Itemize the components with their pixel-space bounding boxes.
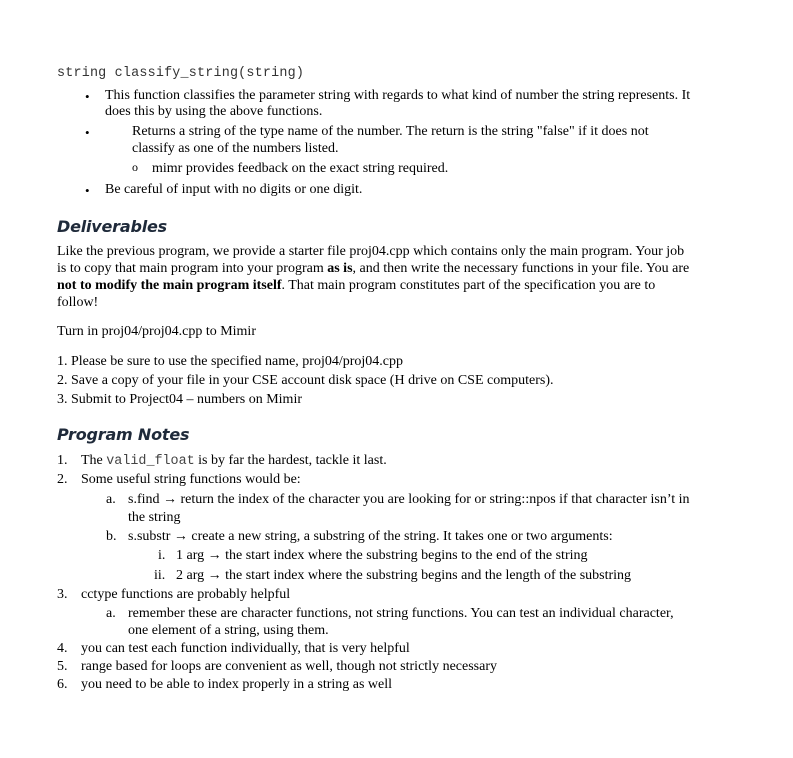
bullet-text: Returns a string of the type name of the number. The return is the string "false" if it does not: [132, 124, 649, 139]
step-item: 2. Save a copy of your file in your CSE account disk space (H drive on CSE computers).: [57, 373, 554, 388]
paragraph-line: [57, 277, 655, 294]
sub-item: one element of a string, using them.: [128, 623, 329, 638]
note-text: is by far the hardest, tackle it last.: [194, 453, 387, 468]
sub-bullet-text: mimr provides feedback on the exact string required.: [152, 161, 449, 176]
inline-code: valid_float: [106, 454, 195, 469]
note-number: 3.: [57, 587, 68, 602]
sub-item: the string: [128, 510, 181, 525]
bullet-icon: •: [85, 183, 90, 198]
note-number: 4.: [57, 641, 68, 656]
paragraph-line: [57, 260, 689, 277]
deliverables-heading: Deliverables: [57, 217, 167, 236]
sub-bullet-icon: o: [132, 160, 138, 174]
note-number: 1.: [57, 453, 68, 468]
note-item: [81, 452, 387, 470]
note-item: you can test each function individually, that is very helpful: [81, 641, 410, 656]
note-number: 6.: [57, 677, 68, 692]
paragraph-line: follow!: [57, 295, 99, 310]
bullet-text: does this by using the above functions.: [105, 104, 323, 119]
sub-item-marker: a.: [106, 492, 116, 507]
bullet-icon: •: [85, 125, 90, 140]
sub-item: s.substr → create a new string, a substring of the string. It takes one or two arguments:: [128, 529, 613, 544]
bullet-text: Be careful of input with no digits or one digit.: [105, 182, 363, 197]
emphasis-text: as is: [327, 261, 353, 276]
paragraph-text: is to copy that main program into your program: [57, 261, 328, 276]
note-number: 2.: [57, 472, 68, 487]
roman-item: 2 arg → the start index where the substring begins and the length of the substring: [176, 568, 632, 583]
step-item: 3. Submit to Project04 – numbers on Mimir: [57, 392, 302, 407]
paragraph-text: , and then write the necessary functions in your file. You are: [352, 261, 690, 276]
paragraph-text: . That main program constitutes part of the specification you are to: [281, 278, 656, 293]
note-item: Some useful string functions would be:: [81, 472, 301, 487]
step-item: 1. Please be sure to use the specified name, proj04/proj04.cpp: [57, 354, 404, 369]
sub-item-marker: a.: [106, 606, 116, 621]
emphasis-text: not to modify the main program itself: [57, 278, 282, 293]
roman-item: 1 arg → the start index where the substring begins to the end of the string: [176, 548, 588, 563]
note-text: The: [81, 453, 107, 468]
roman-marker: ii.: [154, 568, 166, 583]
bullet-text: This function classifies the parameter string with regards to what kind of number the string represents. It: [105, 88, 691, 103]
roman-marker: i.: [158, 548, 166, 563]
bullet-icon: •: [85, 89, 90, 104]
paragraph-line: Like the previous program, we provide a starter file proj04.cpp which contains only the main program. Your job: [57, 244, 685, 259]
turn-in-line: Turn in proj04/proj04.cpp to Mimir: [57, 324, 256, 339]
function-signature: string classify_string(string): [57, 66, 305, 81]
program-notes-heading: Program Notes: [57, 425, 190, 444]
note-item: cctype functions are probably helpful: [81, 587, 291, 602]
sub-item: s.find → return the index of the character you are looking for or string::npos if that character isn’t in: [128, 492, 690, 507]
sub-item-marker: b.: [106, 529, 117, 544]
note-item: you need to be able to index properly in a string as well: [81, 677, 393, 692]
bullet-text: classify as one of the numbers listed.: [132, 141, 339, 156]
sub-item: remember these are character functions, not string functions. You can test an individual character,: [128, 606, 674, 621]
note-number: 5.: [57, 659, 68, 674]
note-item: range based for loops are convenient as well, though not strictly necessary: [81, 659, 497, 674]
